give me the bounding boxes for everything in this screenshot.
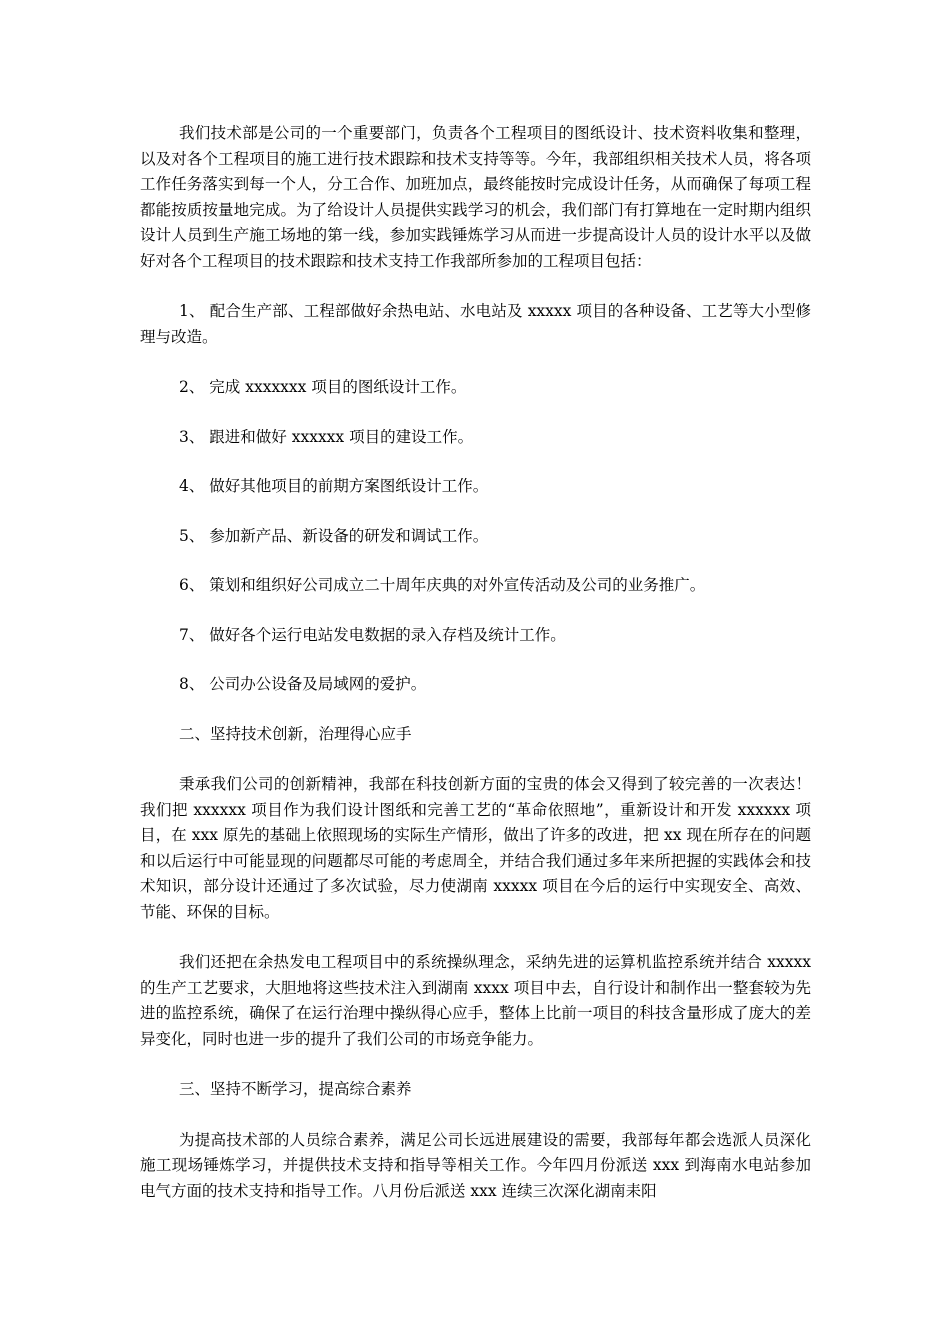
spacer <box>140 747 811 772</box>
spacer <box>140 274 811 299</box>
spacer <box>140 1052 811 1077</box>
spacer <box>140 648 811 672</box>
spacer <box>140 450 811 474</box>
intro-paragraph: 我们技术部是公司的一个重要部门，负责各个工程项目的图纸设计、技术资料收集和整理，以及对各个工程项目的施工进行技术跟踪和技术支持等等。今年，我部组织相关技术人员，将各项工作任务落实到每一个人，分工合作、加班加点，最终能按时完成设计任务，从而确保了每项工程都能按质按量地完成。为了给设计人员提供实践学习的机会，我们部门有打算地在一定时期内组织设计人员到生产施工场地的第一线，参加实践锤炼学习从而进一步提高设计人员的设计水平以及做好对各个工程项目的技术跟踪和技术支持工作我部所参加的工程项目包括： <box>140 124 811 270</box>
list-item-2: 2、 完成 xxxxxxx 项目的图纸设计工作。 <box>179 378 467 396</box>
spacer <box>140 698 811 722</box>
section-2-paragraph-2: 我们还把在余热发电工程项目中的系统操纵理念，采纳先进的运算机监控系统并结合 xxxxx 的生产工艺要求，大胆地将这些技术注入到湖南 xxxx 项目中去，自行设计和制作出一整套较为先进的监控系统，确保了在运行治理中操纵得心应手，整体上比前一项目的科技含量形成了庞大的差异变化，同时也进一步的提升了我们公司的市场竞争能力。 <box>140 953 811 1048</box>
spacer <box>140 401 811 425</box>
spacer <box>140 925 811 950</box>
list-item-1: 1、 配合生产部、工程部做好余热电站、水电站及 xxxxx 项目的各种设备、工艺等大小型修理与改造。 <box>140 302 811 346</box>
section-2-paragraph-1: 秉承我们公司的创新精神，我部在科技创新方面的宝贵的体会又得到了较完善的一次表达！我们把 xxxxxx 项目作为我们设计图纸和完善工艺的“革命依照地”，重新设计和开发 xxxxxx 项目，在 xxx 原先的基础上依照现场的实际生产情形，做出了许多的改进，把 xx 现在所存在的问题和以后运行中可能显现的问题都尽可能的考虑周全，并结合我们通过多年来所把握的实践体会和技术知识，部分设计还通过了多次试验，尽力使湖南 xxxxx 项目在今后的运行中实现安全、高效、节能、环保的目标。 <box>140 775 811 921</box>
list-item-6: 6、 策划和组织好公司成立二十周年庆典的对外宣传活动及公司的业务推广。 <box>179 576 706 594</box>
list-item-7: 7、 做好各个运行电站发电数据的录入存档及统计工作。 <box>179 625 566 644</box>
list-item-3: 3、 跟进和做好 xxxxxx 项目的建设工作。 <box>179 427 474 446</box>
list-item-5: 5、 参加新产品、新设备的研发和调试工作。 <box>179 526 489 545</box>
spacer <box>140 1103 811 1128</box>
document-body <box>140 121 811 1204</box>
spacer <box>140 500 811 524</box>
list-item-8: 8、 公司办公设备及局域网的爱护。 <box>179 675 427 693</box>
spacer <box>140 350 811 375</box>
spacer <box>140 599 811 623</box>
section-heading-2: 二、坚持技术创新，治理得心应手 <box>179 724 412 743</box>
section-3-paragraph-1: 为提高技术部的人员综合素养，满足公司长远进展建设的需要，我部每年都会选派人员深化施工现场锤炼学习，并提供技术支持和指导等相关工作。今年四月份派送 xxx 到海南水电站参加电气方面的技术支持和指导工作。八月份后派送 xxx 连续三次深化湖南耒阳 <box>140 1130 811 1200</box>
section-heading-3: 三、坚持不断学习，提高综合素养 <box>179 1080 412 1098</box>
spacer <box>140 549 811 573</box>
list-item-4: 4、 做好其他项目的前期方案图纸设计工作。 <box>179 477 489 495</box>
